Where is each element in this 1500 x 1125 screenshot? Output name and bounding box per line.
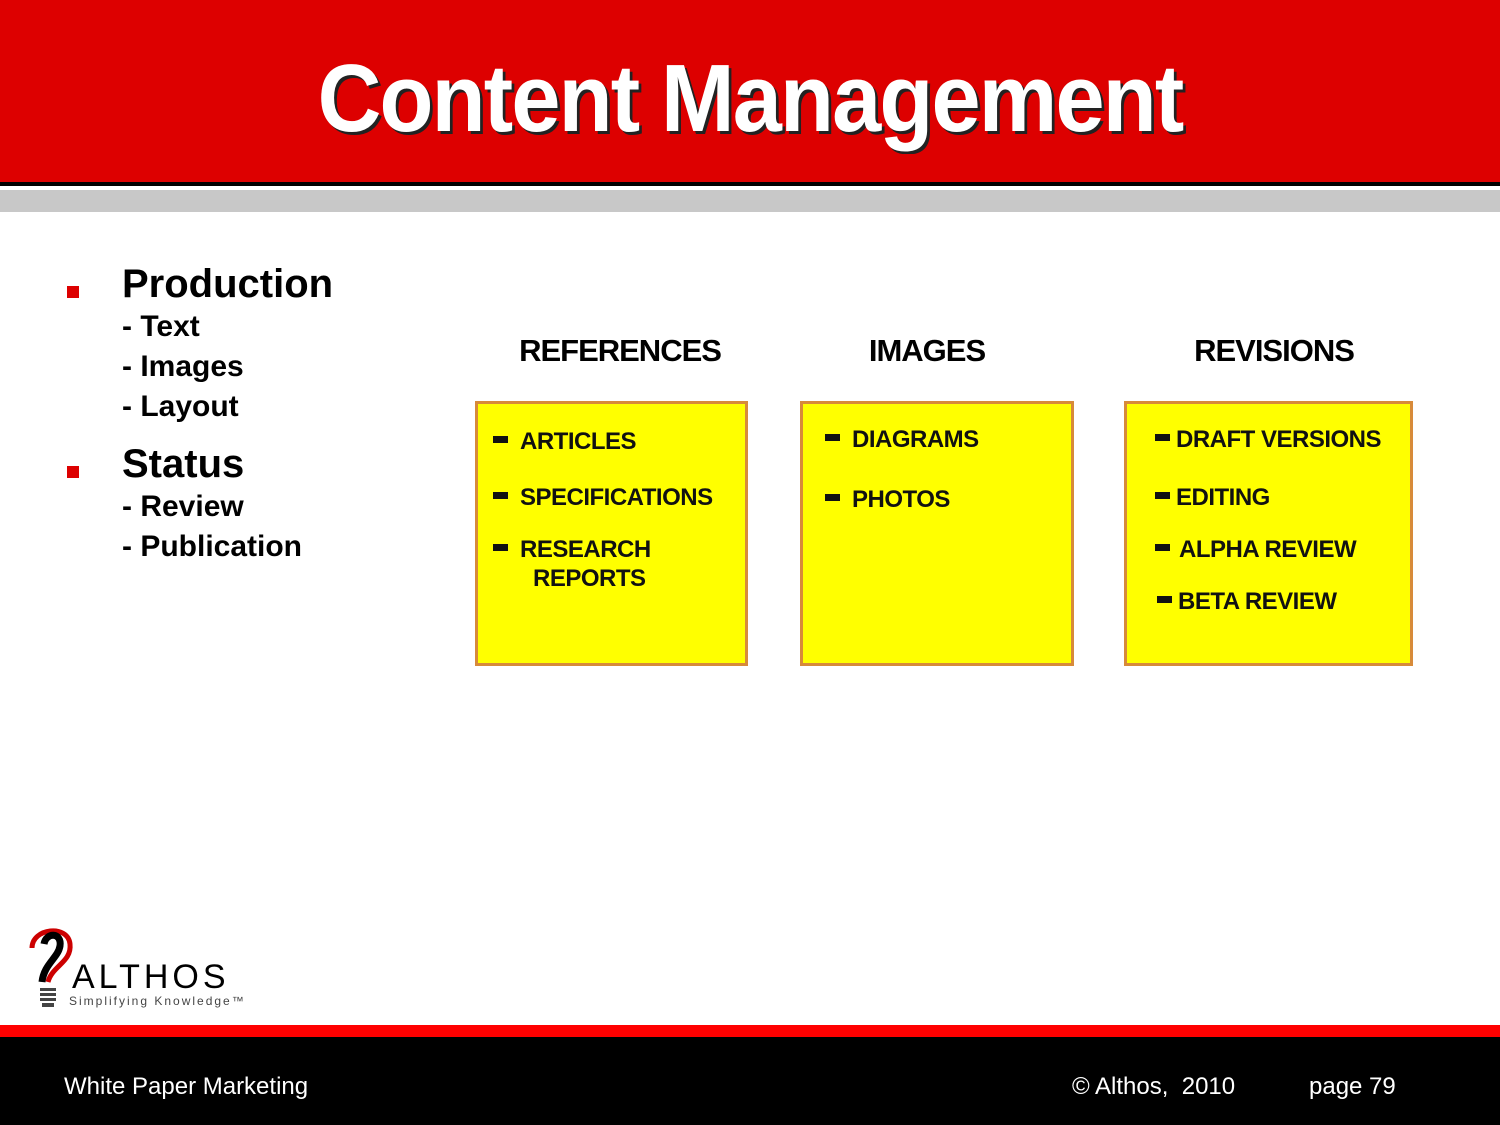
bullet-title: Production xyxy=(122,262,334,306)
sub-item: - Review xyxy=(122,490,244,523)
althos-logo xyxy=(24,922,264,1017)
references-box xyxy=(475,401,748,666)
box-item: SPECIFICATIONS xyxy=(493,483,713,512)
box-item: ARTICLES xyxy=(493,427,636,456)
bullet-title: Status xyxy=(122,442,245,486)
column-header-references: REFERENCES xyxy=(519,333,721,368)
box-item: ALPHA REVIEW xyxy=(1155,535,1356,564)
column-header-images: IMAGES xyxy=(868,333,986,368)
box-item-continuation: REPORTS xyxy=(533,565,646,592)
dash-icon xyxy=(825,434,840,441)
title-banner xyxy=(0,0,1500,186)
dash-icon xyxy=(825,494,840,501)
logo-tagline: Simplifying Knowledge™ xyxy=(69,994,246,1008)
dash-icon xyxy=(1155,434,1170,441)
dash-icon xyxy=(493,492,508,499)
footer-copyright: © Althos, 2010 xyxy=(1072,1073,1236,1100)
sub-item: - Publication xyxy=(122,530,302,563)
bullet-square-icon xyxy=(67,466,79,478)
sub-item: - Text xyxy=(122,310,200,343)
footer xyxy=(0,1037,1500,1125)
footer-page-number: page 79 xyxy=(1309,1073,1396,1100)
footer-red-line xyxy=(0,1025,1500,1037)
bullet-square-icon xyxy=(67,286,79,298)
box-item: EDITING xyxy=(1155,483,1270,512)
dash-icon xyxy=(493,436,508,443)
box-item: PHOTOS xyxy=(825,485,950,514)
slide-title: Content Management xyxy=(317,45,1183,152)
box-item: RESEARCH xyxy=(493,535,651,564)
box-item: DIAGRAMS xyxy=(825,425,979,454)
sub-item: - Layout xyxy=(122,390,239,423)
box-item: BETA REVIEW xyxy=(1157,587,1337,616)
title-underline-bar xyxy=(0,190,1500,212)
dash-icon xyxy=(493,544,508,551)
footer-course-title: White Paper Marketing xyxy=(64,1073,309,1100)
logo-wordmark: ALTHOS xyxy=(72,958,230,996)
dash-icon xyxy=(1155,492,1170,499)
images-box xyxy=(800,401,1074,666)
dash-icon xyxy=(1155,544,1170,551)
column-header-revisions: REVISIONS xyxy=(1194,333,1354,368)
box-item: DRAFT VERSIONS xyxy=(1155,425,1381,454)
dash-icon xyxy=(1157,596,1172,603)
revisions-box xyxy=(1124,401,1413,666)
sub-item: - Images xyxy=(122,350,244,383)
